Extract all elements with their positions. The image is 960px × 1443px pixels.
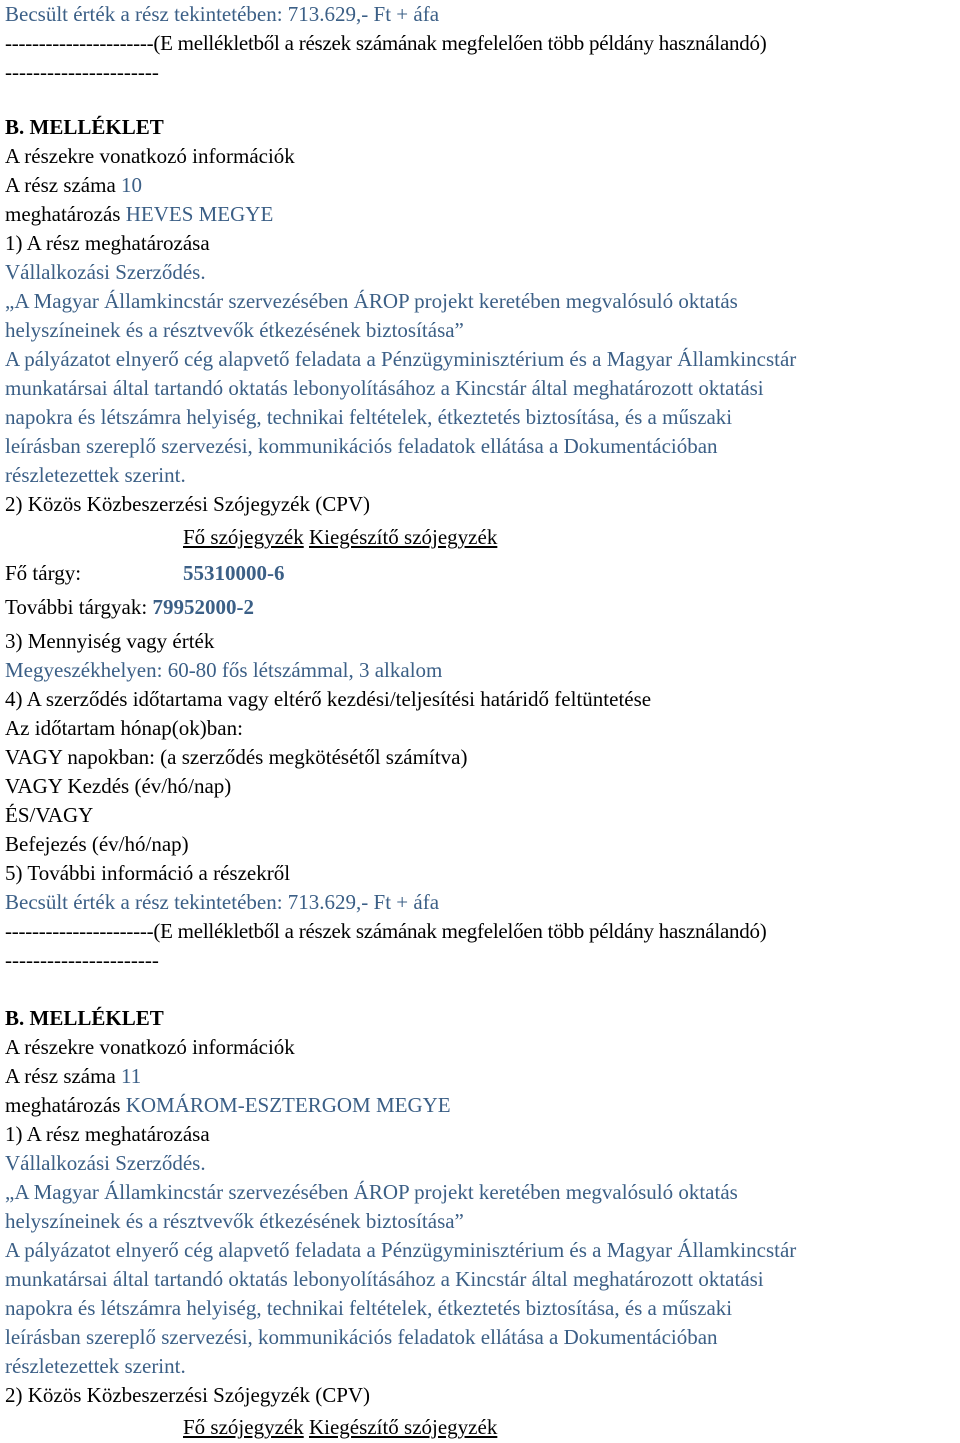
section3-title-part10: 3) Mennyiség vagy érték bbox=[5, 629, 215, 653]
additional-subjects-label: További tárgyak: bbox=[5, 595, 148, 619]
cpv-main-header: Fő szójegyzék bbox=[183, 525, 304, 549]
separator-tail-prev: ---------------------- bbox=[5, 60, 159, 84]
cpv-header-row-part10 bbox=[183, 523, 497, 552]
separator-tail-part10: ---------------------- bbox=[5, 948, 159, 972]
main-subject-code-part10: 55310000-6 bbox=[183, 561, 285, 585]
estimated-value-prev: Becsült érték a rész tekintetében: 713.629,- Ft + áfa bbox=[5, 2, 440, 26]
contract-type-part11: Vállalkozási Szerződés. bbox=[5, 1151, 206, 1175]
definition-value: HEVES MEGYE bbox=[125, 202, 274, 226]
cpv-supplementary-header: Kiegészítő szójegyzék bbox=[308, 525, 498, 549]
estimated-value-part10: Becsült érték a rész tekintetében: 713.629,- Ft + áfa bbox=[5, 890, 440, 914]
quantity-value-part10: Megyeszékhelyen: 60-80 fős létszámmal, 3 alkalom bbox=[5, 658, 443, 682]
cpv-header-row-part11 bbox=[183, 1413, 497, 1442]
annex-heading-part10: B. MELLÉKLET bbox=[5, 115, 164, 139]
part-number-value: 11 bbox=[121, 1064, 142, 1088]
separator-line-part10: ----------------------(E mellékletből a részek számának megfelelően több példány használandó) bbox=[5, 919, 767, 943]
end-date-part10: Befejezés (év/hó/nap) bbox=[5, 832, 189, 856]
section2-title-part10: 2) Közös Közbeszerzési Szójegyzék (CPV) bbox=[5, 492, 371, 516]
description-line3-part10: napokra és létszámra helyiség, technikai feltételek, étkeztetés biztosítása, és a műszaki bbox=[5, 405, 733, 429]
quote-line2-part11: helyszíneinek és a résztvevők étkezésének biztosítása” bbox=[5, 1209, 464, 1233]
description-line3-part11: napokra és létszámra helyiség, technikai feltételek, étkeztetés biztosítása, és a műszaki bbox=[5, 1296, 733, 1320]
definition-value: KOMÁROM-ESZTERGOM MEGYE bbox=[125, 1093, 451, 1117]
part-number-label: A rész száma bbox=[5, 173, 116, 197]
cpv-main-header: Fő szójegyzék bbox=[183, 1415, 304, 1439]
section2-title-part11: 2) Közös Közbeszerzési Szójegyzék (CPV) bbox=[5, 1383, 371, 1407]
duration-months-part10: Az időtartam hónap(ok)ban: bbox=[5, 716, 243, 740]
definition-label: meghatározás bbox=[5, 1093, 121, 1117]
definition-label: meghatározás bbox=[5, 202, 121, 226]
description-line1-part10: A pályázatot elnyerő cég alapvető feladata a Pénzügyminisztérium és a Magyar Államkincstár bbox=[5, 347, 797, 371]
quote-line1-part11: „A Magyar Államkincstár szervezésében ÁROP projekt keretében megvalósuló oktatás bbox=[5, 1180, 738, 1204]
and-or-part10: ÉS/VAGY bbox=[5, 803, 94, 827]
part-number-row-part11 bbox=[5, 1062, 141, 1091]
part-number-label: A rész száma bbox=[5, 1064, 116, 1088]
section5-title-part10: 5) További információ a részekről bbox=[5, 861, 291, 885]
additional-subjects-row-part10 bbox=[5, 593, 254, 622]
description-line4-part10: leírásban szereplő szervezési, kommunikációs feladatok ellátása a Dokumentációban bbox=[5, 434, 718, 458]
section1-title-part10: 1) A rész meghatározása bbox=[5, 231, 210, 255]
description-line5-part11: részletezettek szerint. bbox=[5, 1354, 186, 1378]
separator-line-prev: ----------------------(E mellékletből a részek számának megfelelően több példány használandó) bbox=[5, 31, 767, 55]
part-number-value: 10 bbox=[121, 173, 143, 197]
description-line2-part10: munkatársai által tartandó oktatás lebonyolításához a Kincstár által meghatározott oktatási bbox=[5, 376, 764, 400]
definition-row-part11 bbox=[5, 1091, 451, 1120]
main-subject-label-part10: Fő tárgy: bbox=[5, 561, 82, 585]
start-date-part10: VAGY Kezdés (év/hó/nap) bbox=[5, 774, 232, 798]
section1-title-part11: 1) A rész meghatározása bbox=[5, 1122, 210, 1146]
section4-title-part10: 4) A szerződés időtartama vagy eltérő kezdési/teljesítési határidő feltüntetése bbox=[5, 687, 652, 711]
description-line5-part10: részletezettek szerint. bbox=[5, 463, 186, 487]
cpv-supplementary-header: Kiegészítő szójegyzék bbox=[308, 1415, 498, 1439]
annex-subheading-part11: A részekre vonatkozó információk bbox=[5, 1035, 295, 1059]
additional-subjects-code: 79952000-2 bbox=[152, 595, 254, 619]
duration-days-part10: VAGY napokban: (a szerződés megkötésétől számítva) bbox=[5, 745, 468, 769]
description-line2-part11: munkatársai által tartandó oktatás lebonyolításához a Kincstár által meghatározott oktatási bbox=[5, 1267, 764, 1291]
quote-line2-part10: helyszíneinek és a résztvevők étkezésének biztosítása” bbox=[5, 318, 464, 342]
contract-type-part10: Vállalkozási Szerződés. bbox=[5, 260, 206, 284]
description-line1-part11: A pályázatot elnyerő cég alapvető feladata a Pénzügyminisztérium és a Magyar Államkincstár bbox=[5, 1238, 797, 1262]
part-number-row-part10 bbox=[5, 171, 142, 200]
annex-heading-part11: B. MELLÉKLET bbox=[5, 1006, 164, 1030]
annex-subheading-part10: A részekre vonatkozó információk bbox=[5, 144, 295, 168]
quote-line1-part10: „A Magyar Államkincstár szervezésében ÁROP projekt keretében megvalósuló oktatás bbox=[5, 289, 738, 313]
description-line4-part11: leírásban szereplő szervezési, kommunikációs feladatok ellátása a Dokumentációban bbox=[5, 1325, 718, 1349]
definition-row-part10 bbox=[5, 200, 273, 229]
